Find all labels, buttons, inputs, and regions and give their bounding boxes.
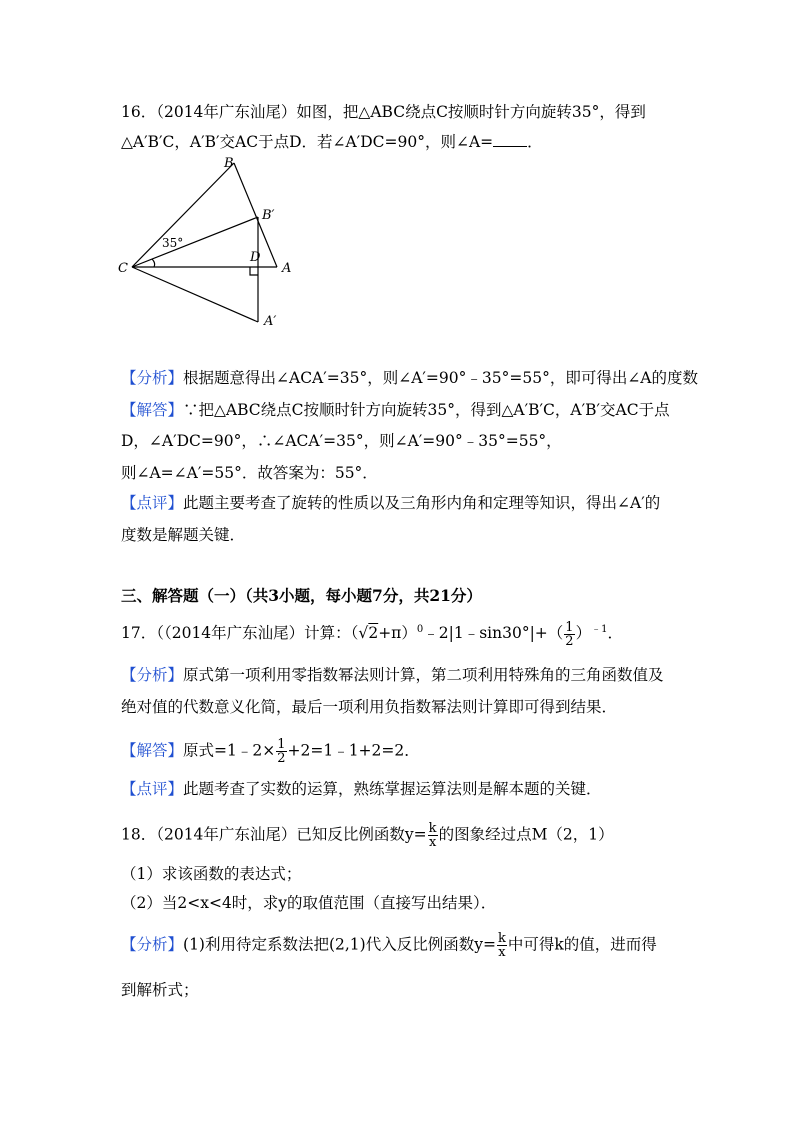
q18-part2: （2）当2<x<4时，求y的取值范围（直接写出结果）． bbox=[121, 894, 497, 912]
q17-mid1: +π） bbox=[378, 624, 417, 643]
q17-mid3: ） bbox=[575, 624, 592, 643]
fraction-k-over-x: $\frac{k}{x}$ bbox=[497, 931, 506, 960]
q16-period: ． bbox=[527, 133, 543, 151]
right-angle-mark bbox=[250, 267, 258, 275]
comment-tag: 【点评】 bbox=[121, 494, 184, 512]
sqrt-argument: 2 bbox=[368, 624, 379, 643]
analysis-text: 根据题意得出∠ACA′=35°，则∠A′=90°﹣35°=55°，即可得出∠A的度数 bbox=[183, 369, 699, 387]
q18-suffix: 的图象经过点M（2，1） bbox=[438, 825, 614, 844]
analysis-tag: 【分析】 bbox=[121, 369, 184, 387]
fraction-one-half: $\frac{1}{2}$ bbox=[277, 737, 286, 766]
analysis-tag: 【分析】 bbox=[121, 935, 184, 954]
label-b-prime: B′ bbox=[262, 208, 275, 223]
fraction-k-over-x: $\frac{k}{x}$ bbox=[428, 821, 437, 850]
label-c: C bbox=[118, 261, 128, 276]
analysis-post: 中可得k的值，进而得 bbox=[507, 935, 657, 954]
q18-analysis-line1 bbox=[121, 932, 657, 959]
q18-prefix: 18．（2014年广东汕尾）已知反比例函数y= bbox=[121, 825, 427, 844]
q16-solution-line1 bbox=[121, 400, 670, 420]
label-a: A bbox=[282, 261, 292, 276]
comment-text: 此题考查了实数的运算，熟练掌握运算法则是解本题的关键． bbox=[183, 780, 602, 798]
label-d: D bbox=[250, 250, 261, 265]
q16-analysis bbox=[121, 368, 698, 388]
segment-cb bbox=[132, 163, 234, 267]
solution-pre: 原式=1﹣2× bbox=[183, 741, 276, 760]
label-b: B bbox=[224, 156, 234, 171]
exponent-zero: 0 bbox=[416, 624, 424, 635]
answer-blank bbox=[493, 132, 527, 147]
q18-part1: （1）求该函数的表达式； bbox=[121, 865, 302, 883]
solution-text: ∵把△ABC绕点C按顺时针方向旋转35°，得到△A′B′C，A′B′交AC于点 bbox=[183, 401, 670, 419]
q17-text bbox=[121, 620, 623, 648]
q17-prefix: 17．（（2014年广东汕尾）计算：（ bbox=[121, 624, 359, 643]
section-heading: 三、解答题（一）（共3小题，每小题7分，共21分） bbox=[121, 586, 482, 605]
analysis-pre: (1)利用待定系数法把(2,1)代入反比例函数y= bbox=[183, 935, 496, 954]
exponent-neg-one: ﹣1 bbox=[591, 624, 608, 635]
solution-tag: 【解答】 bbox=[121, 401, 184, 419]
q16-comment-line2: 度数是解题关键． bbox=[121, 526, 246, 544]
q16-text-line1: 16．（2014年广东汕尾）如图，把△ABC绕点C按顺时针方向旋转35°，得到 bbox=[121, 103, 646, 121]
angle-arc bbox=[152, 259, 155, 267]
segment-ca-prime bbox=[132, 267, 258, 322]
q16-question: △A′B′C，A′B′交AC于点D．若∠A′DC=90°，则∠A= bbox=[121, 133, 494, 151]
solution-tag: 【解答】 bbox=[121, 741, 184, 760]
comment-tag: 【点评】 bbox=[121, 780, 184, 798]
analysis-tag: 【分析】 bbox=[121, 666, 184, 684]
rotation-figure bbox=[112, 155, 312, 335]
q16-solution-line2: D，∠A′DC=90°，∴∠ACA′=35°，则∠A′=90°﹣35°=55°， bbox=[121, 432, 562, 450]
segment-cb-prime bbox=[132, 217, 258, 267]
comment-text: 此题主要考查了旋转的性质以及三角形内角和定理等知识，得出∠A′的 bbox=[183, 494, 661, 512]
q17-solution bbox=[121, 738, 420, 765]
analysis-text: 原式第一项利用零指数幂法则计算，第二项利用特殊角的三角函数值及 bbox=[183, 666, 664, 684]
label-a-prime: A′ bbox=[264, 314, 277, 329]
q18-text bbox=[121, 822, 614, 849]
q17-comment bbox=[121, 779, 602, 799]
solution-post: +2=1﹣1+2=2． bbox=[287, 741, 420, 760]
q16-comment-line1 bbox=[121, 493, 660, 513]
q16-solution-line3: 则∠A=∠A′=55°．故答案为：55°． bbox=[121, 464, 378, 482]
q16-text-line2 bbox=[121, 132, 543, 152]
q17-end: ． bbox=[607, 624, 623, 643]
q17-mid2: ﹣2|1﹣sin30°|+（ bbox=[423, 624, 564, 643]
q18-analysis-line2: 到解析式； bbox=[121, 981, 199, 999]
angle-label: 35° bbox=[162, 236, 184, 250]
sqrt-symbol: √ bbox=[358, 624, 369, 643]
q17-analysis-line1 bbox=[121, 665, 664, 685]
fraction-one-half: $\frac{1}{2}$ bbox=[565, 619, 574, 649]
q17-analysis-line2: 绝对值的代数意义化简，最后一项利用负指数幂法则计算即可得到结果． bbox=[121, 698, 618, 716]
